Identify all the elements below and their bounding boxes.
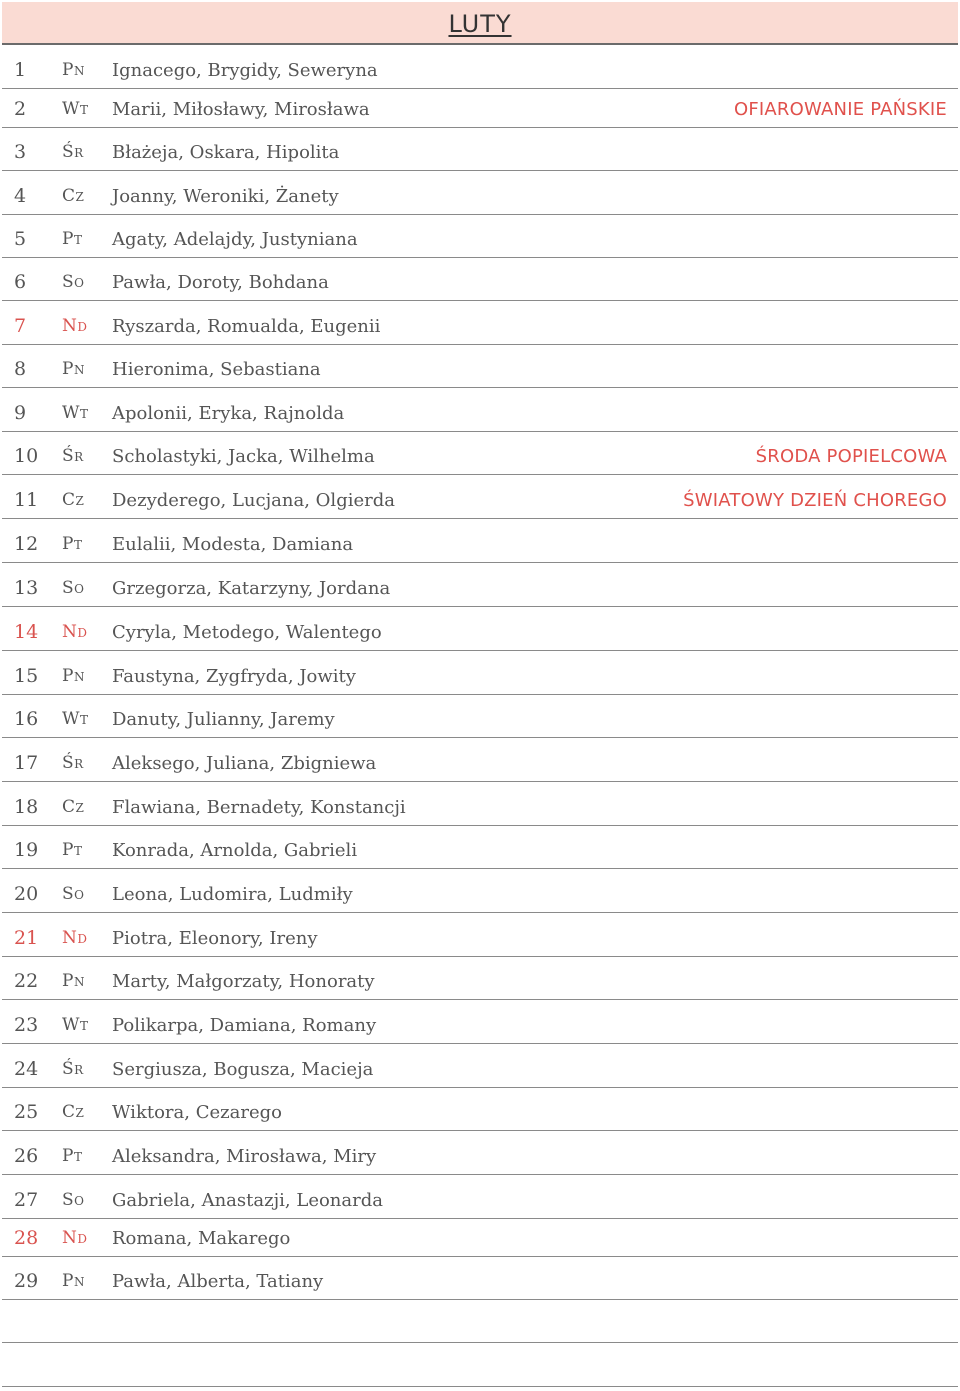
name-days: Piotra, Eleonory, Ireny [112,928,318,949]
day-row [2,88,958,128]
name-days: Aleksandra, Mirosława, Miry [112,1146,377,1167]
day-row [2,127,958,171]
day-number: 8 [14,358,27,380]
day-row [2,606,958,651]
day-of-week: Pt [62,1146,83,1166]
day-of-week: Śr [62,142,84,162]
day-of-week: Cz [62,186,85,206]
day-of-week: So [62,578,85,598]
day-of-week: Pt [62,534,83,554]
day-row [2,387,958,432]
day-row [2,474,958,519]
day-row [2,737,958,782]
day-row [2,170,958,215]
day-row [2,868,958,913]
name-days: Pawła, Doroty, Bohdana [112,272,329,293]
name-days: Sergiusza, Bogusza, Macieja [112,1059,374,1080]
day-number: 11 [14,489,39,511]
day-number: 19 [14,839,39,861]
day-number: 12 [14,533,39,555]
day-number: 23 [14,1014,39,1036]
day-of-week: Pn [62,1271,85,1291]
day-number: 25 [14,1101,39,1123]
name-days: Gabriela, Anastazji, Leonarda [112,1190,383,1211]
name-days: Ryszarda, Romualda, Eugenii [112,316,381,337]
name-days: Apolonii, Eryka, Rajnolda [112,403,345,424]
holiday-label: OFIAROWANIE PAŃSKIE [733,99,947,120]
day-row [2,300,958,345]
name-days: Aleksego, Juliana, Zbigniewa [112,753,377,774]
day-row [2,518,958,563]
day-row [2,956,958,1000]
name-days: Polikarpa, Damiana, Romany [112,1015,377,1036]
day-row [2,45,958,89]
name-days: Marty, Małgorzaty, Honoraty [112,971,375,992]
day-number: 17 [14,752,39,774]
day-row [2,650,958,695]
day-of-week: Nd [62,928,88,948]
day-number: 5 [14,228,27,250]
day-number: 18 [14,796,39,818]
holiday-label: ŚRODA POPIELCOWA [755,446,947,467]
name-days: Grzegorza, Katarzyny, Jordana [112,578,391,599]
day-of-week: Cz [62,490,85,510]
day-number: 20 [14,883,39,905]
day-number: 14 [14,621,39,643]
day-number: 29 [14,1270,39,1292]
day-of-week: Cz [62,797,85,817]
name-days: Flawiana, Bernadety, Konstancji [112,797,406,818]
day-row [2,825,958,869]
day-of-week: Pn [62,60,85,80]
name-days: Wiktora, Cezarego [112,1102,282,1123]
day-number: 22 [14,970,39,992]
day-row [2,1256,958,1300]
name-days: Marii, Miłosławy, Mirosława [112,99,370,120]
day-row [2,1087,958,1131]
day-of-week: Nd [62,622,88,642]
day-of-week: Pn [62,971,85,991]
day-number: 16 [14,708,39,730]
day-number: 27 [14,1189,39,1211]
name-days: Agaty, Adelajdy, Justyniana [112,229,358,250]
name-days: Scholastyki, Jacka, Wilhelma [112,446,375,467]
day-of-week: Cz [62,1102,85,1122]
day-number: 3 [14,141,27,163]
day-of-week: Pt [62,840,83,860]
day-number: 28 [14,1227,39,1249]
day-number: 6 [14,271,27,293]
day-number: 26 [14,1145,39,1167]
day-of-week: Nd [62,1228,88,1248]
day-number: 9 [14,402,27,424]
name-days: Dezyderego, Lucjana, Olgierda [112,490,395,511]
name-days: Ignacego, Brygidy, Seweryna [112,60,378,81]
name-days: Leona, Ludomira, Ludmiły [112,884,353,905]
day-row [2,781,958,826]
day-of-week: Pt [62,229,83,249]
day-row [2,1174,958,1219]
day-number: 15 [14,665,39,687]
day-row [2,912,958,957]
name-days: Danuty, Julianny, Jaremy [112,709,335,730]
name-days: Błażeja, Oskara, Hipolita [112,142,340,163]
day-of-week: Wt [62,709,89,729]
day-number: 21 [14,927,39,949]
day-number: 4 [14,185,27,207]
day-of-week: So [62,1190,85,1210]
empty-row [2,1299,958,1343]
day-of-week: Wt [62,1015,89,1035]
day-of-week: Śr [62,446,84,466]
day-of-week: So [62,884,85,904]
day-row [2,344,958,388]
day-number: 2 [14,98,27,120]
name-days: Eulalii, Modesta, Damiana [112,534,354,555]
day-of-week: Nd [62,316,88,336]
holiday-label: ŚWIATOWY DZIEŃ CHOREGO [683,490,947,511]
day-number: 24 [14,1058,39,1080]
day-of-week: Pn [62,359,85,379]
day-number: 1 [14,59,27,81]
day-of-week: Pn [62,666,85,686]
name-days: Hieronima, Sebastiana [112,359,321,380]
day-row [2,1043,958,1088]
day-row [2,214,958,258]
name-days: Joanny, Weroniki, Żanety [112,186,339,207]
day-row [2,694,958,738]
empty-row [2,1342,958,1387]
day-of-week: So [62,272,85,292]
day-of-week: Śr [62,753,84,773]
day-row [2,431,958,475]
day-row [2,1130,958,1175]
name-days: Faustyna, Zygfryda, Jowity [112,666,356,687]
day-row [2,562,958,607]
day-row [2,1218,958,1257]
day-row [2,257,958,301]
name-days: Cyryla, Metodego, Walentego [112,622,382,643]
day-number: 13 [14,577,39,599]
month-title: LUTY [448,10,512,38]
day-row [2,999,958,1044]
name-days: Konrada, Arnolda, Gabrieli [112,840,358,861]
name-days: Romana, Makarego [112,1228,291,1249]
day-number: 10 [14,445,39,467]
day-of-week: Śr [62,1059,84,1079]
day-number: 7 [14,315,27,337]
name-days: Pawła, Alberta, Tatiany [112,1271,324,1292]
day-of-week: Wt [62,99,89,119]
day-of-week: Wt [62,403,89,423]
